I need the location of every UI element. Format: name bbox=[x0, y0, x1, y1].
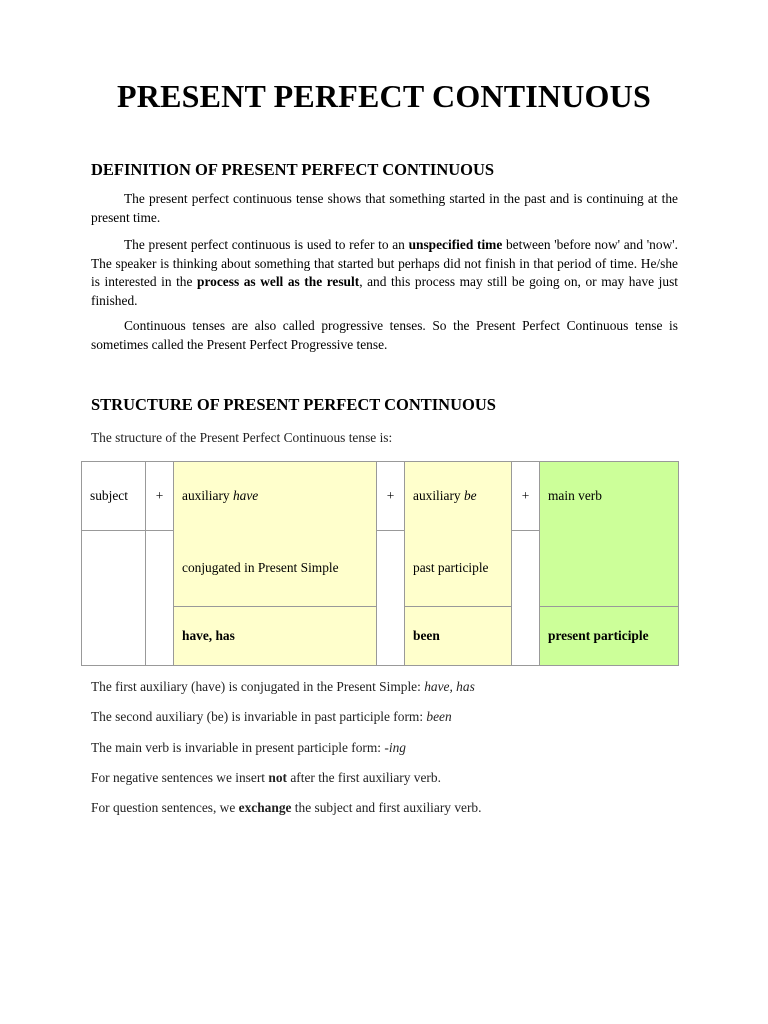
note-4-bold: not bbox=[268, 770, 287, 785]
note-3-text: The main verb is invariable in present participle form: bbox=[91, 740, 385, 755]
cell-plus-empty-3 bbox=[512, 531, 540, 607]
definition-paragraph-2 bbox=[91, 236, 678, 310]
cell-plus-empty-1 bbox=[146, 531, 174, 607]
cell-present-participle: present participle bbox=[540, 607, 679, 666]
page-title: PRESENT PERFECT CONTINUOUS bbox=[117, 78, 651, 114]
p2-bold-unspecified-time: unspecified time bbox=[408, 237, 503, 252]
aux-have-prefix: auxiliary bbox=[182, 488, 233, 504]
cell-plus-3: + bbox=[512, 462, 540, 531]
note-1-text: The first auxiliary (have) is conjugated in the Present Simple: bbox=[91, 679, 425, 694]
note-1-em: have, has bbox=[424, 679, 475, 694]
note-3-em: -ing bbox=[384, 740, 406, 755]
note-2-em: been bbox=[426, 709, 452, 724]
aux-be-word: be bbox=[463, 488, 477, 504]
cell-plus-1: + bbox=[146, 462, 174, 531]
cell-have-has: have, has bbox=[174, 607, 377, 666]
cell-been: been bbox=[405, 607, 512, 666]
note-2-text: The second auxiliary (be) is invariable in past participle form: bbox=[91, 709, 427, 724]
note-5-c: the subject and first auxiliary verb. bbox=[291, 800, 482, 815]
structure-table bbox=[81, 461, 679, 666]
note-second-auxiliary bbox=[91, 708, 681, 726]
cell-conjugated: conjugated in Present Simple bbox=[174, 531, 377, 607]
p2-text-c: between 'before now' and 'now'. The speaker is thinking about something that started but perhaps did not finish in that period of time. He/she is interested in the bbox=[91, 237, 678, 289]
note-4-a: For negative sentences we insert bbox=[91, 770, 269, 785]
note-negative bbox=[91, 769, 681, 787]
cell-plus-2: + bbox=[377, 462, 405, 531]
definition-paragraph-3: Continuous tenses are also called progressive tenses. So the Present Perfect Continuous tense is sometimes called the Present Perfect Progressive tense. bbox=[91, 318, 678, 352]
structure-heading: STRUCTURE OF PRESENT PERFECT CONTINUOUS bbox=[91, 395, 496, 414]
cell-auxiliary-be bbox=[405, 462, 512, 531]
aux-have-word: have bbox=[232, 488, 259, 504]
cell-subject: subject bbox=[82, 462, 146, 531]
cell-plus-empty-2 bbox=[377, 531, 405, 607]
note-question bbox=[91, 799, 681, 817]
note-5-bold: exchange bbox=[238, 800, 292, 815]
cell-auxiliary-have bbox=[174, 462, 377, 531]
p2-bold-process-result: process as well as the result bbox=[197, 274, 360, 289]
p2-text-a: The present perfect continuous is used to refer to an bbox=[124, 237, 409, 252]
cell-plus-empty-5 bbox=[377, 607, 405, 666]
note-first-auxiliary bbox=[91, 678, 681, 696]
definition-paragraph-1: The present perfect continuous tense shows that something started in the past and is continuing at the present time. bbox=[91, 191, 678, 225]
note-5-a: For question sentences, we bbox=[91, 800, 239, 815]
cell-subject-empty-2 bbox=[82, 607, 146, 666]
definition-heading: DEFINITION OF PRESENT PERFECT CONTINUOUS bbox=[91, 160, 495, 179]
cell-plus-empty-4 bbox=[146, 607, 174, 666]
note-main-verb bbox=[91, 739, 681, 757]
p2-text-e: , and this process may still be going on, or may have just finished. bbox=[91, 274, 678, 308]
structure-intro: The structure of the Present Perfect Continuous tense is: bbox=[91, 430, 393, 445]
note-4-c: after the first auxiliary verb. bbox=[286, 770, 441, 785]
cell-past-participle: past participle bbox=[405, 531, 512, 607]
cell-main-verb-empty bbox=[540, 531, 679, 607]
cell-plus-empty-6 bbox=[512, 607, 540, 666]
cell-subject-empty bbox=[82, 531, 146, 607]
aux-be-prefix: auxiliary bbox=[413, 488, 464, 504]
cell-main-verb: main verb bbox=[540, 462, 679, 531]
